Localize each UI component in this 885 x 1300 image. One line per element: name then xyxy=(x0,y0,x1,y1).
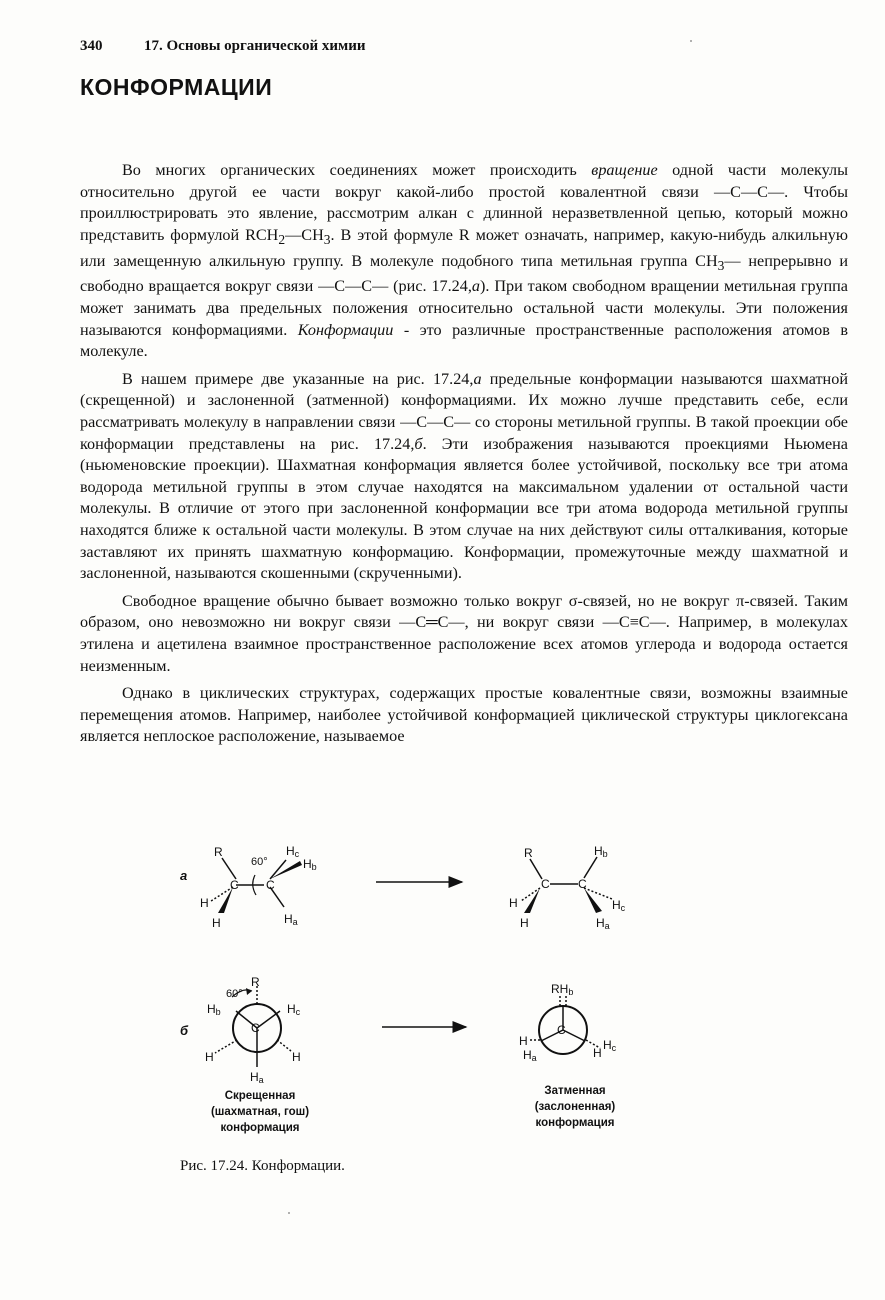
atom-H-left-newman-s: H xyxy=(205,1050,214,1064)
atom-H-left-a: H xyxy=(200,896,209,910)
atom-H-bottom-e: H xyxy=(520,916,529,930)
atom-Ha-newman-e: Ha xyxy=(523,1048,537,1063)
atom-Ha-e: Ha xyxy=(596,916,610,931)
atom-C2-a: C xyxy=(266,878,275,892)
page-number: 340 xyxy=(80,38,103,54)
atom-H-bottom-a: H xyxy=(212,916,221,930)
paragraph-2 xyxy=(80,369,848,585)
atom-Hc-a: Hc xyxy=(286,844,300,859)
atom-C1-e: C xyxy=(541,877,550,891)
staggered-label xyxy=(185,1088,335,1136)
atom-C1-a: C xyxy=(230,878,239,892)
p1-subscript-3: 3 xyxy=(717,257,725,273)
p1-subscript-2: 3 xyxy=(323,232,331,248)
panel-b-label: б xyxy=(180,1023,189,1038)
atom-H-right-newman-e: H xyxy=(593,1046,602,1060)
figure-caption: Рис. 17.24. Конформации. xyxy=(180,1158,345,1174)
eclipsed-label xyxy=(505,1083,645,1131)
atom-R-e: R xyxy=(524,846,533,860)
p1-text-a: Во многих органических соединениях может происходить xyxy=(122,161,592,179)
p1-text-d: . В этой формуле R может означать, например, какую-нибудь алкильную или замещенную алкильную группу. В молекуле подобного типа метильная группа CH xyxy=(80,225,848,270)
atom-C2-e: C xyxy=(578,877,587,891)
p2-emphasis-a: а xyxy=(473,369,482,388)
atom-H-right-newman-s: H xyxy=(292,1050,301,1064)
p1-text-b: одной части молекулы относительно другой ее части вокруг какой-либо простой ковалентной связи —C—C—. Чтобы проиллюстрировать это явление, рассмотрим алкан с длинной неразветвленной цепью, который можно представить формулой RCH xyxy=(80,161,849,244)
section-title: КОНФОРМАЦИИ xyxy=(80,74,273,100)
angle-label-b: 60° xyxy=(226,988,243,1000)
p1-text-g: - это различные пространственные расположения атомов в молекуле. xyxy=(80,320,848,361)
conformations-figure xyxy=(0,835,885,1135)
body-text xyxy=(80,160,848,754)
scan-speck xyxy=(288,1212,290,1214)
atom-RHb-newman-e: RHb xyxy=(551,982,574,997)
paragraph-1 xyxy=(80,160,848,363)
p1-text-f: ). При таком свободном вращении метильная группа может занимать два предельных положения относительно остальной части молекулы. Эти положения называются конформациями. xyxy=(80,277,848,339)
atom-H-left-newman-e: H xyxy=(519,1034,528,1048)
eclipsed-label-line-3: конформация xyxy=(535,1117,615,1129)
p1-emphasis-a: а xyxy=(471,277,481,296)
p1-text-c: —CH xyxy=(285,225,324,244)
atom-Hc-newman-s: Hc xyxy=(287,1002,301,1017)
angle-label-a: 60° xyxy=(251,856,268,868)
panel-a-label: а xyxy=(180,868,188,883)
staggered-label-line-3: конформация xyxy=(220,1122,300,1134)
eclipsed-sawhorse xyxy=(521,857,612,913)
p1-text-e: — непрерывно и свободно вращается вокруг связи —C—C— (рис. 17.24, xyxy=(80,251,849,296)
p2-text-c: . Эти изображения называются проекциями Ньюмена (ньюменовские проекции). Шахматная конформация является более устойчивой, поскольку все три атома водорода метильной группы в этом случае находятся на максимальном удалении от остальной части молекулы. В отличие от этого при заслоненной конформации все три атома водорода метильной группы находятся ближе к остальной части молекулы. В этом случае на них действуют силы отталкивания, которые заставляют их принять шахматную конформацию. Конформации, промежуточные между шахматной и заслоненной, называются скошенными (скрученными). xyxy=(80,434,848,583)
figure-drawing xyxy=(0,835,885,1135)
chapter-title: 17. Основы органической химии xyxy=(144,38,366,54)
staggered-label-line-2: (шахматная, гош) xyxy=(210,1106,310,1118)
paragraph-4: Однако в циклических структурах, содержащих простые ковалентные связи, возможны взаимные перемещения атомов. Например, наиболее устойчивой конформацией циклической структуры циклогексана является неплоское расположение, называемое xyxy=(80,684,848,746)
atom-Ha-a: Ha xyxy=(284,912,298,927)
atom-Hb-newman-s: Hb xyxy=(207,1002,221,1017)
atom-Hb-e: Hb xyxy=(594,844,608,859)
atom-H-left-e: H xyxy=(509,896,518,910)
scan-speck xyxy=(690,40,692,42)
p2-text-a: В нашем примере две указанные на рис. 17.24, xyxy=(122,369,474,388)
p1-emphasis-conformations: Конформации xyxy=(297,320,394,339)
p2-text-b: предельные конформации называются шахматной (скрещенной) и заслоненной (затменной) конформациями. Их можно лучше представить себе, если рассматривать молекулу в направлении связи —C—C— со стороны метильной группы. В такой проекции обе конформации представлены на рис. 17.24, xyxy=(80,369,848,453)
atom-R-a: R xyxy=(214,845,223,859)
newman-C-staggered: C xyxy=(251,1021,260,1035)
newman-C-eclipsed: C xyxy=(557,1023,566,1037)
staggered-label-line-1: Скрещенная xyxy=(224,1090,296,1102)
p1-subscript-1: 2 xyxy=(278,232,286,248)
atom-Hc-newman-e: Hc xyxy=(603,1038,617,1053)
page-header xyxy=(80,38,366,55)
paragraph-3: Свободное вращение обычно бывает возможно только вокруг σ-связей, но не вокруг π-связей. Таким образом, оно невозможно ни вокруг связи —C═C—, ни вокруг связи —C≡C—. Например, в молекулах этилена и ацетилена взаимное пространственное расположение всех атомов углерода и водорода остается неизменным. xyxy=(80,591,848,675)
atom-Hb-a: Hb xyxy=(303,857,317,872)
p2-emphasis-b: б xyxy=(414,434,423,453)
atom-R-newman-s: R xyxy=(251,975,260,989)
p1-emphasis-rotation: вращение xyxy=(591,161,658,179)
atom-Ha-newman-s: Ha xyxy=(250,1070,264,1085)
eclipsed-label-line-2: (заслоненная) xyxy=(534,1101,616,1113)
eclipsed-label-line-1: Затменная xyxy=(544,1085,606,1097)
atom-Hc-e: Hc xyxy=(612,898,626,913)
